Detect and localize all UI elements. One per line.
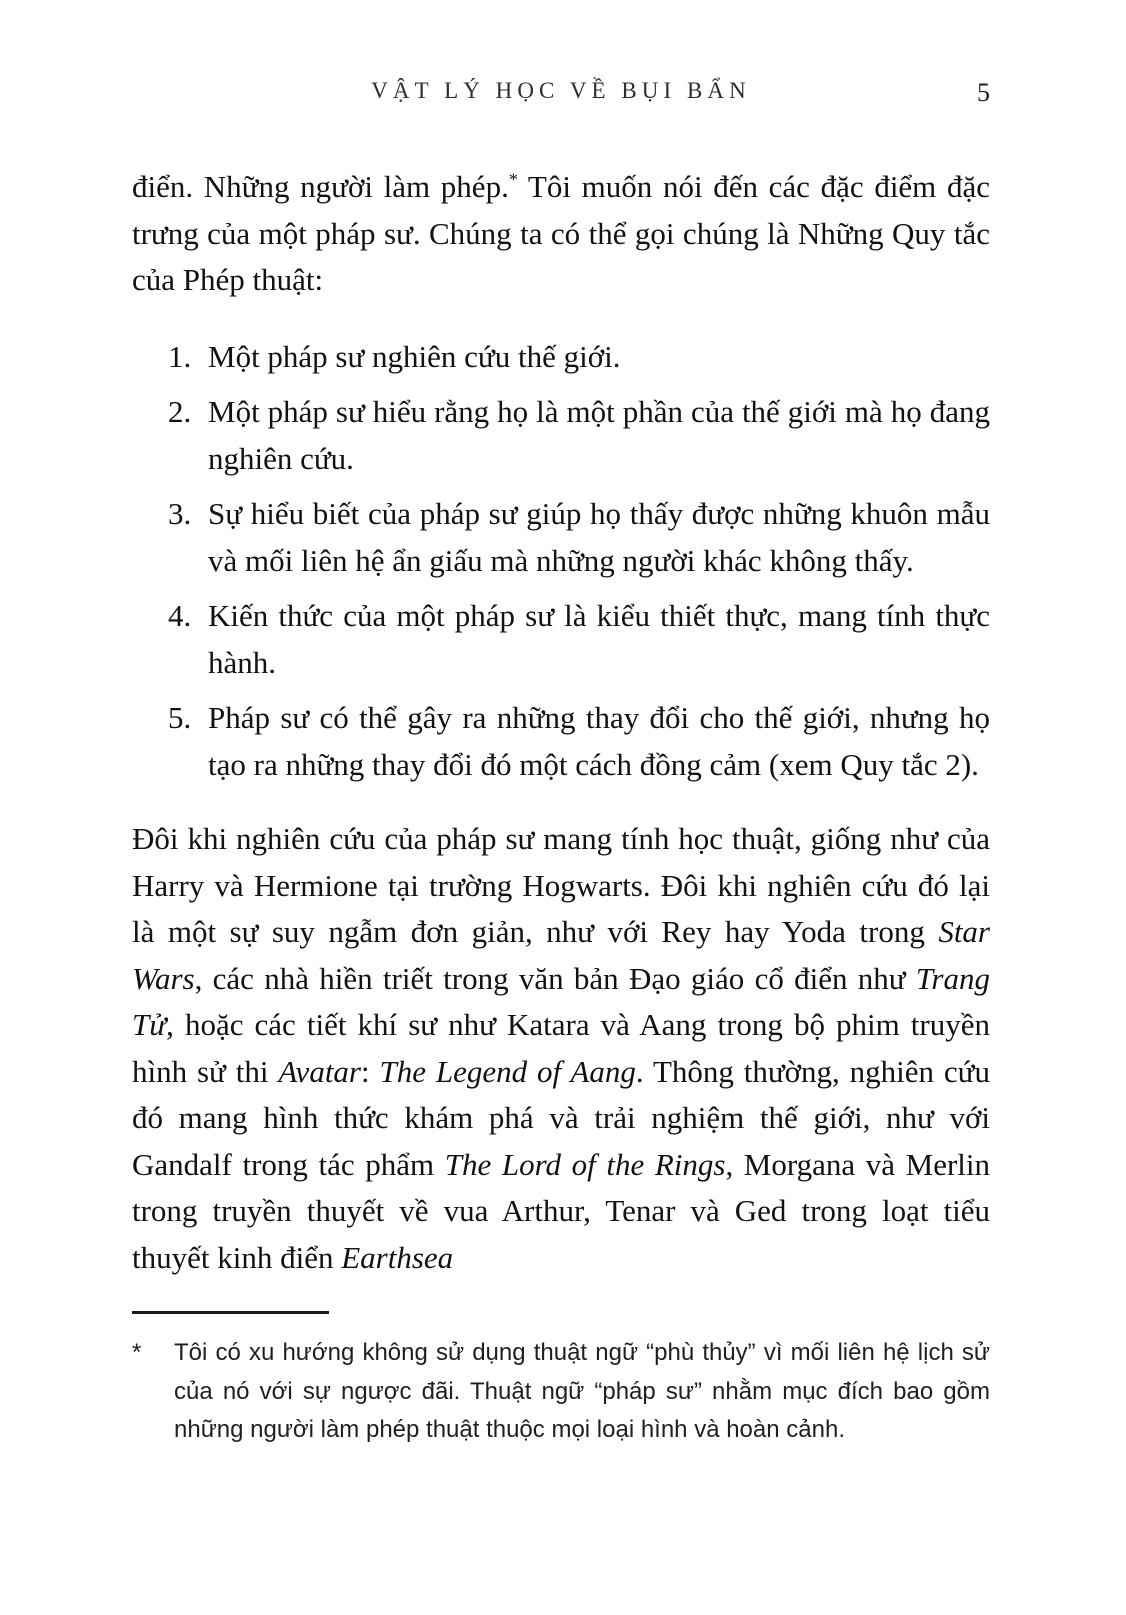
rule-item <box>168 491 990 584</box>
rule-number: 1. <box>168 338 192 374</box>
body-paragraph: Đôi khi nghiên cứu của pháp sư mang tính học thuật, giống như của Harry và Hermione tại trường Hogwarts. Đôi khi nghiên cứu đó lại là một sự suy ngẫm đơn giản, như với Rey hay Yoda trong Star Wars, các nhà hiền triết trong văn bản Đạo giáo cổ điển như Trang Tử, hoặc các tiết khí sư như Katara và Aang trong bộ phim truyền hình sử thi Avatar: The Legend of Aang. Thông thường, nghiên cứu đó mang hình thức khám phá và trải nghiệm thế giới, như với Gandalf trong tác phẩm The Lord of the Rings, Morgana và Merlin trong truyền thuyết về vua Arthur, Tenar và Ged trong loạt tiểu thuyết kinh điển Earthsea <box>132 821 990 1275</box>
rule-item <box>168 593 990 686</box>
rule-text: Sự hiểu biết của pháp sư giúp họ thấy được những khuôn mẫu và mối liên hệ ẩn giấu mà những người khác không thấy. <box>208 496 990 578</box>
rules-list <box>132 334 990 789</box>
running-header <box>132 78 990 112</box>
rule-number: 4. <box>168 598 192 633</box>
rule-number: 5. <box>168 700 192 735</box>
rule-item <box>168 389 990 482</box>
footnote <box>132 1334 990 1450</box>
rule-item <box>168 334 990 381</box>
page-number: 5 <box>977 78 990 107</box>
rule-number: 2. <box>168 394 192 429</box>
footnote-separator <box>132 1311 329 1314</box>
intro-paragraph: điển. Những người làm phép.* Tôi muốn nói đến các đặc điểm đặc trưng của một pháp sư. Chúng ta có thể gọi chúng là Những Quy tắc của Phép thuật: <box>132 169 990 297</box>
rule-text: Một pháp sư hiểu rằng họ là một phần của thế giới mà họ đang nghiên cứu. <box>208 394 990 476</box>
rule-text: Kiến thức của một pháp sư là kiểu thiết thực, mang tính thực hành. <box>208 598 990 680</box>
rule-number: 3. <box>168 496 192 531</box>
footnote-text: Tôi có xu hướng không sử dụng thuật ngữ “phù thủy” vì mối liên hệ lịch sử của nó với sự ngược đãi. Thuật ngữ “pháp sư” nhằm mục đích bao gồm những người làm phép thuật thuộc mọi loại hình và hoàn cảnh. <box>174 1339 990 1443</box>
rule-item <box>168 695 990 788</box>
rule-text: Một pháp sư nghiên cứu thế giới. <box>208 338 621 374</box>
rule-text: Pháp sư có thể gây ra những thay đổi cho thế giới, nhưng họ tạo ra những thay đổi đó một cách đồng cảm (xem Quy tắc 2). <box>208 700 990 782</box>
running-title: VẬT LÝ HỌC VỀ BỤI BẨN <box>371 78 751 103</box>
footnote-marker: * <box>132 1339 142 1366</box>
